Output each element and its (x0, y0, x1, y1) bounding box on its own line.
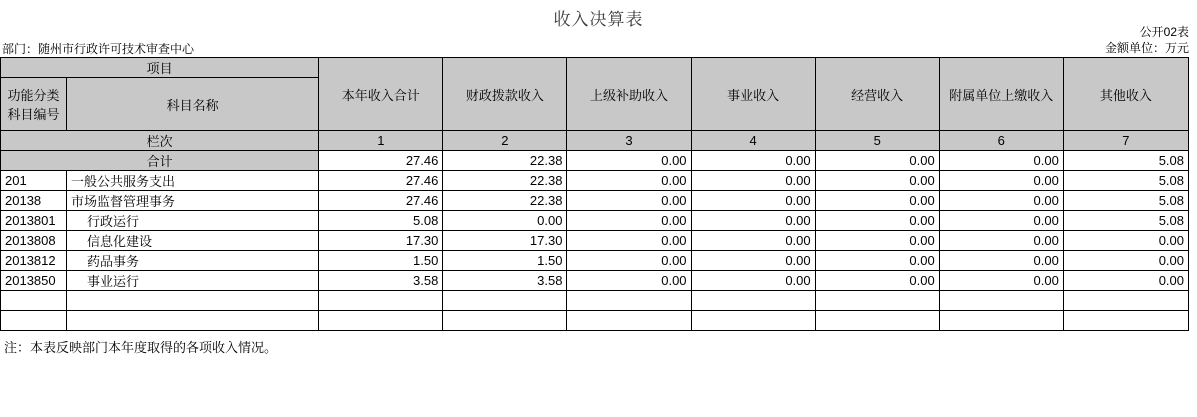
department-label: 部门：随州市行政许可技术审查中心 (2, 42, 195, 56)
row-value-7: 5.08 (1063, 191, 1188, 211)
row-code: 2013850 (1, 271, 67, 291)
rank-6: 6 (939, 131, 1063, 151)
row-value-1: 27.46 (319, 191, 443, 211)
group-header-item: 项目 (1, 58, 319, 78)
total-label: 合计 (1, 151, 319, 171)
table-row-group-header (1, 58, 1189, 78)
row-value-3 (567, 291, 691, 311)
row-value-5 (815, 311, 939, 331)
row-value-5: 0.00 (815, 191, 939, 211)
row-value-5: 0.00 (815, 251, 939, 271)
total-value-4: 0.00 (691, 151, 815, 171)
rank-2: 2 (443, 131, 567, 151)
row-value-3: 0.00 (567, 211, 691, 231)
rank-1: 1 (319, 131, 443, 151)
col-header-function-code-line1: 功能分类 (7, 88, 60, 103)
col-header-other-income: 其他收入 (1063, 58, 1188, 131)
row-value-3 (567, 311, 691, 331)
row-code: 201 (1, 171, 67, 191)
table-row-total (1, 151, 1189, 171)
row-name: 行政运行 (67, 211, 319, 231)
col-header-fiscal-appropriation: 财政拨款收入 (443, 58, 567, 131)
row-value-6: 0.00 (939, 191, 1063, 211)
row-value-3: 0.00 (567, 271, 691, 291)
total-value-3: 0.00 (567, 151, 691, 171)
form-meta (1105, 24, 1189, 56)
col-header-business-income: 事业收入 (691, 58, 815, 131)
row-value-2: 22.38 (443, 191, 567, 211)
row-value-4: 0.00 (691, 211, 815, 231)
row-value-6: 0.00 (939, 271, 1063, 291)
row-value-7: 0.00 (1063, 231, 1188, 251)
rank-4: 4 (691, 131, 815, 151)
table-row (1, 251, 1189, 271)
col-header-subject-name: 科目名称 (67, 78, 319, 131)
row-name (67, 291, 319, 311)
row-value-5: 0.00 (815, 171, 939, 191)
row-value-7: 5.08 (1063, 211, 1188, 231)
row-value-4: 0.00 (691, 271, 815, 291)
table-row (1, 171, 1189, 191)
col-header-operating-income: 经营收入 (815, 58, 939, 131)
table-row (1, 271, 1189, 291)
rank-5: 5 (815, 131, 939, 151)
page-title: 收入决算表 (553, 10, 644, 29)
row-name: 信息化建设 (67, 231, 319, 251)
row-value-5: 0.00 (815, 271, 939, 291)
row-code: 2013808 (1, 231, 67, 251)
row-name: 事业运行 (67, 271, 319, 291)
row-name: 药品事务 (67, 251, 319, 271)
total-value-5: 0.00 (815, 151, 939, 171)
row-name (67, 311, 319, 331)
row-value-1: 1.50 (319, 251, 443, 271)
table-note: 注：本表反映部门本年度取得的各项收入情况。 (4, 340, 278, 355)
rank-label: 栏次 (1, 131, 319, 151)
form-code: 公开02表 (1139, 25, 1189, 39)
row-code: 20138 (1, 191, 67, 211)
row-value-2: 17.30 (443, 231, 567, 251)
row-value-6 (939, 291, 1063, 311)
row-value-1 (319, 291, 443, 311)
row-name: 一般公共服务支出 (67, 171, 319, 191)
row-code (1, 311, 67, 331)
row-value-2: 1.50 (443, 251, 567, 271)
amount-unit: 金额单位：万元 (1104, 41, 1189, 55)
row-value-1: 17.30 (319, 231, 443, 251)
row-value-7: 5.08 (1063, 171, 1188, 191)
row-code: 2013801 (1, 211, 67, 231)
row-value-3: 0.00 (567, 191, 691, 211)
row-value-6: 0.00 (939, 171, 1063, 191)
row-value-2 (443, 291, 567, 311)
row-name: 市场监督管理事务 (67, 191, 319, 211)
row-value-4: 0.00 (691, 191, 815, 211)
row-value-4 (691, 311, 815, 331)
row-value-4: 0.00 (691, 171, 815, 191)
row-value-1: 27.46 (319, 171, 443, 191)
rank-3: 3 (567, 131, 691, 151)
table-row (1, 211, 1189, 231)
row-value-5: 0.00 (815, 211, 939, 231)
row-code (1, 291, 67, 311)
row-value-1: 5.08 (319, 211, 443, 231)
row-value-7 (1063, 291, 1188, 311)
row-value-1 (319, 311, 443, 331)
row-value-3: 0.00 (567, 171, 691, 191)
row-value-3: 0.00 (567, 251, 691, 271)
row-value-1: 3.58 (319, 271, 443, 291)
col-header-affiliated-unit-payment: 附属单位上缴收入 (939, 58, 1063, 131)
row-value-6: 0.00 (939, 211, 1063, 231)
row-value-2 (443, 311, 567, 331)
row-value-6: 0.00 (939, 251, 1063, 271)
row-value-7 (1063, 311, 1188, 331)
table-row (1, 311, 1189, 331)
table-row-rank (1, 131, 1189, 151)
col-header-total-income: 本年收入合计 (319, 58, 443, 131)
row-value-2: 0.00 (443, 211, 567, 231)
row-value-4: 0.00 (691, 251, 815, 271)
row-value-2: 22.38 (443, 171, 567, 191)
row-value-3: 0.00 (567, 231, 691, 251)
total-value-7: 5.08 (1063, 151, 1188, 171)
row-value-7: 0.00 (1063, 251, 1188, 271)
table-row (1, 191, 1189, 211)
rank-7: 7 (1063, 131, 1188, 151)
row-value-2: 3.58 (443, 271, 567, 291)
row-value-6 (939, 311, 1063, 331)
col-header-function-code-line2: 科目编号 (7, 107, 60, 122)
table-row (1, 291, 1189, 311)
total-value-2: 22.38 (443, 151, 567, 171)
row-value-5: 0.00 (815, 231, 939, 251)
row-value-6: 0.00 (939, 231, 1063, 251)
row-value-7: 0.00 (1063, 271, 1188, 291)
total-value-6: 0.00 (939, 151, 1063, 171)
row-value-4: 0.00 (691, 231, 815, 251)
table-row (1, 231, 1189, 251)
col-header-superior-subsidy: 上级补助收入 (567, 58, 691, 131)
total-value-1: 27.46 (319, 151, 443, 171)
row-value-5 (815, 291, 939, 311)
row-value-4 (691, 291, 815, 311)
row-code: 2013812 (1, 251, 67, 271)
income-final-accounts-table (0, 57, 1189, 331)
col-header-function-code (1, 78, 67, 131)
